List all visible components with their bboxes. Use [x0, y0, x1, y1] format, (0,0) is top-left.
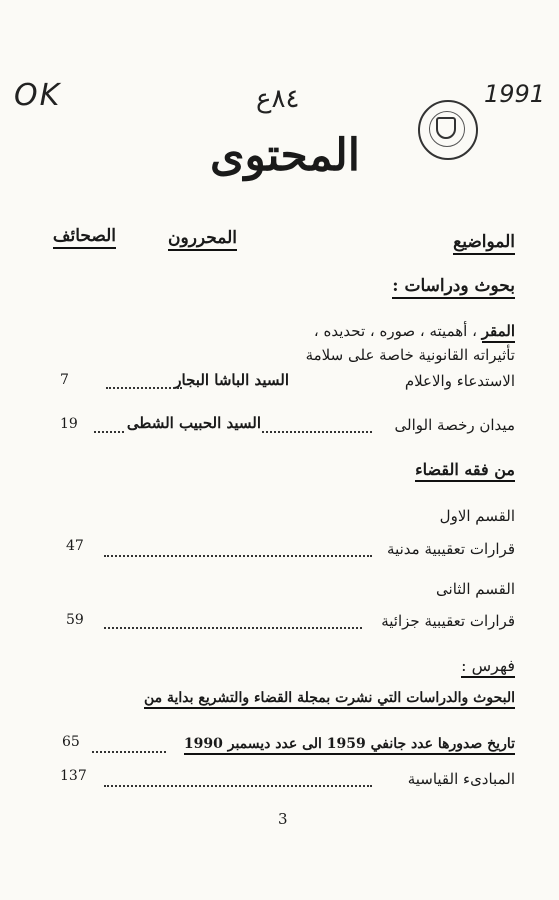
- index-line1: البحوث والدراسات التي نشرت بمجلة القضاء والتشريع بداية من: [144, 690, 515, 709]
- entry1-keyword: المقر: [482, 322, 515, 343]
- shield-icon: [436, 117, 456, 139]
- header-topics: المواضيع: [453, 232, 515, 255]
- handwritten-year: 1991: [484, 80, 546, 108]
- index-label: فهرس :: [461, 656, 515, 678]
- footer-page-number: 3: [278, 810, 288, 828]
- part1-leader: [104, 555, 372, 557]
- index-entry2: المبادىء القياسية: [407, 770, 515, 788]
- handwritten-ok: OK: [14, 78, 62, 113]
- section-jurisprudence: من فقه القضاء: [415, 460, 515, 482]
- handwritten-code: ٨٤ع: [256, 84, 300, 114]
- entry2-author: السيد الحبيب الشطى: [126, 414, 261, 432]
- entry1-author: السيد الباشا البجار: [174, 371, 289, 389]
- entry1-line1-rest: ، أهميته ، صوره ، تحديده ،: [313, 322, 477, 340]
- index-leader1: [92, 751, 166, 753]
- part1-title: القسم الاول: [439, 507, 515, 525]
- entry1-line1: [314, 322, 515, 340]
- part2-leader: [104, 627, 362, 629]
- entry1-line2: تأثيراته القانونية خاصة على سلامة: [305, 346, 515, 364]
- index-page2: 137: [60, 768, 87, 784]
- header-editors: المحررون: [168, 228, 237, 251]
- entry1-line3: الاستدعاء والاعلام: [404, 372, 515, 390]
- entry1-leader: [106, 387, 182, 389]
- index-leader2: [104, 785, 372, 787]
- entry2-text: ميدان رخصة الوالى: [394, 416, 515, 434]
- entry2-leader-right: [262, 431, 372, 433]
- entry2-page: 19: [60, 416, 78, 432]
- page-title: المحتوى: [210, 130, 360, 181]
- part2-entry: قرارات تعقيبية جزائية: [381, 612, 515, 630]
- part2-page: 59: [66, 612, 84, 628]
- section-research: بحوث ودراسات :: [392, 276, 515, 299]
- header-pages: الصحائف: [53, 226, 116, 249]
- entry2-leader: [94, 431, 124, 433]
- index-page1: 65: [62, 734, 80, 750]
- part2-title: القسم الثانى: [436, 580, 515, 598]
- part1-page: 47: [66, 538, 84, 554]
- part1-entry: قرارات تعقيبية مدنية: [387, 540, 515, 558]
- entry1-page: 7: [60, 372, 69, 388]
- index-line2: تاريخ صدورها عدد جانفي 1959 الى عدد ديسمبر 1990: [184, 736, 515, 755]
